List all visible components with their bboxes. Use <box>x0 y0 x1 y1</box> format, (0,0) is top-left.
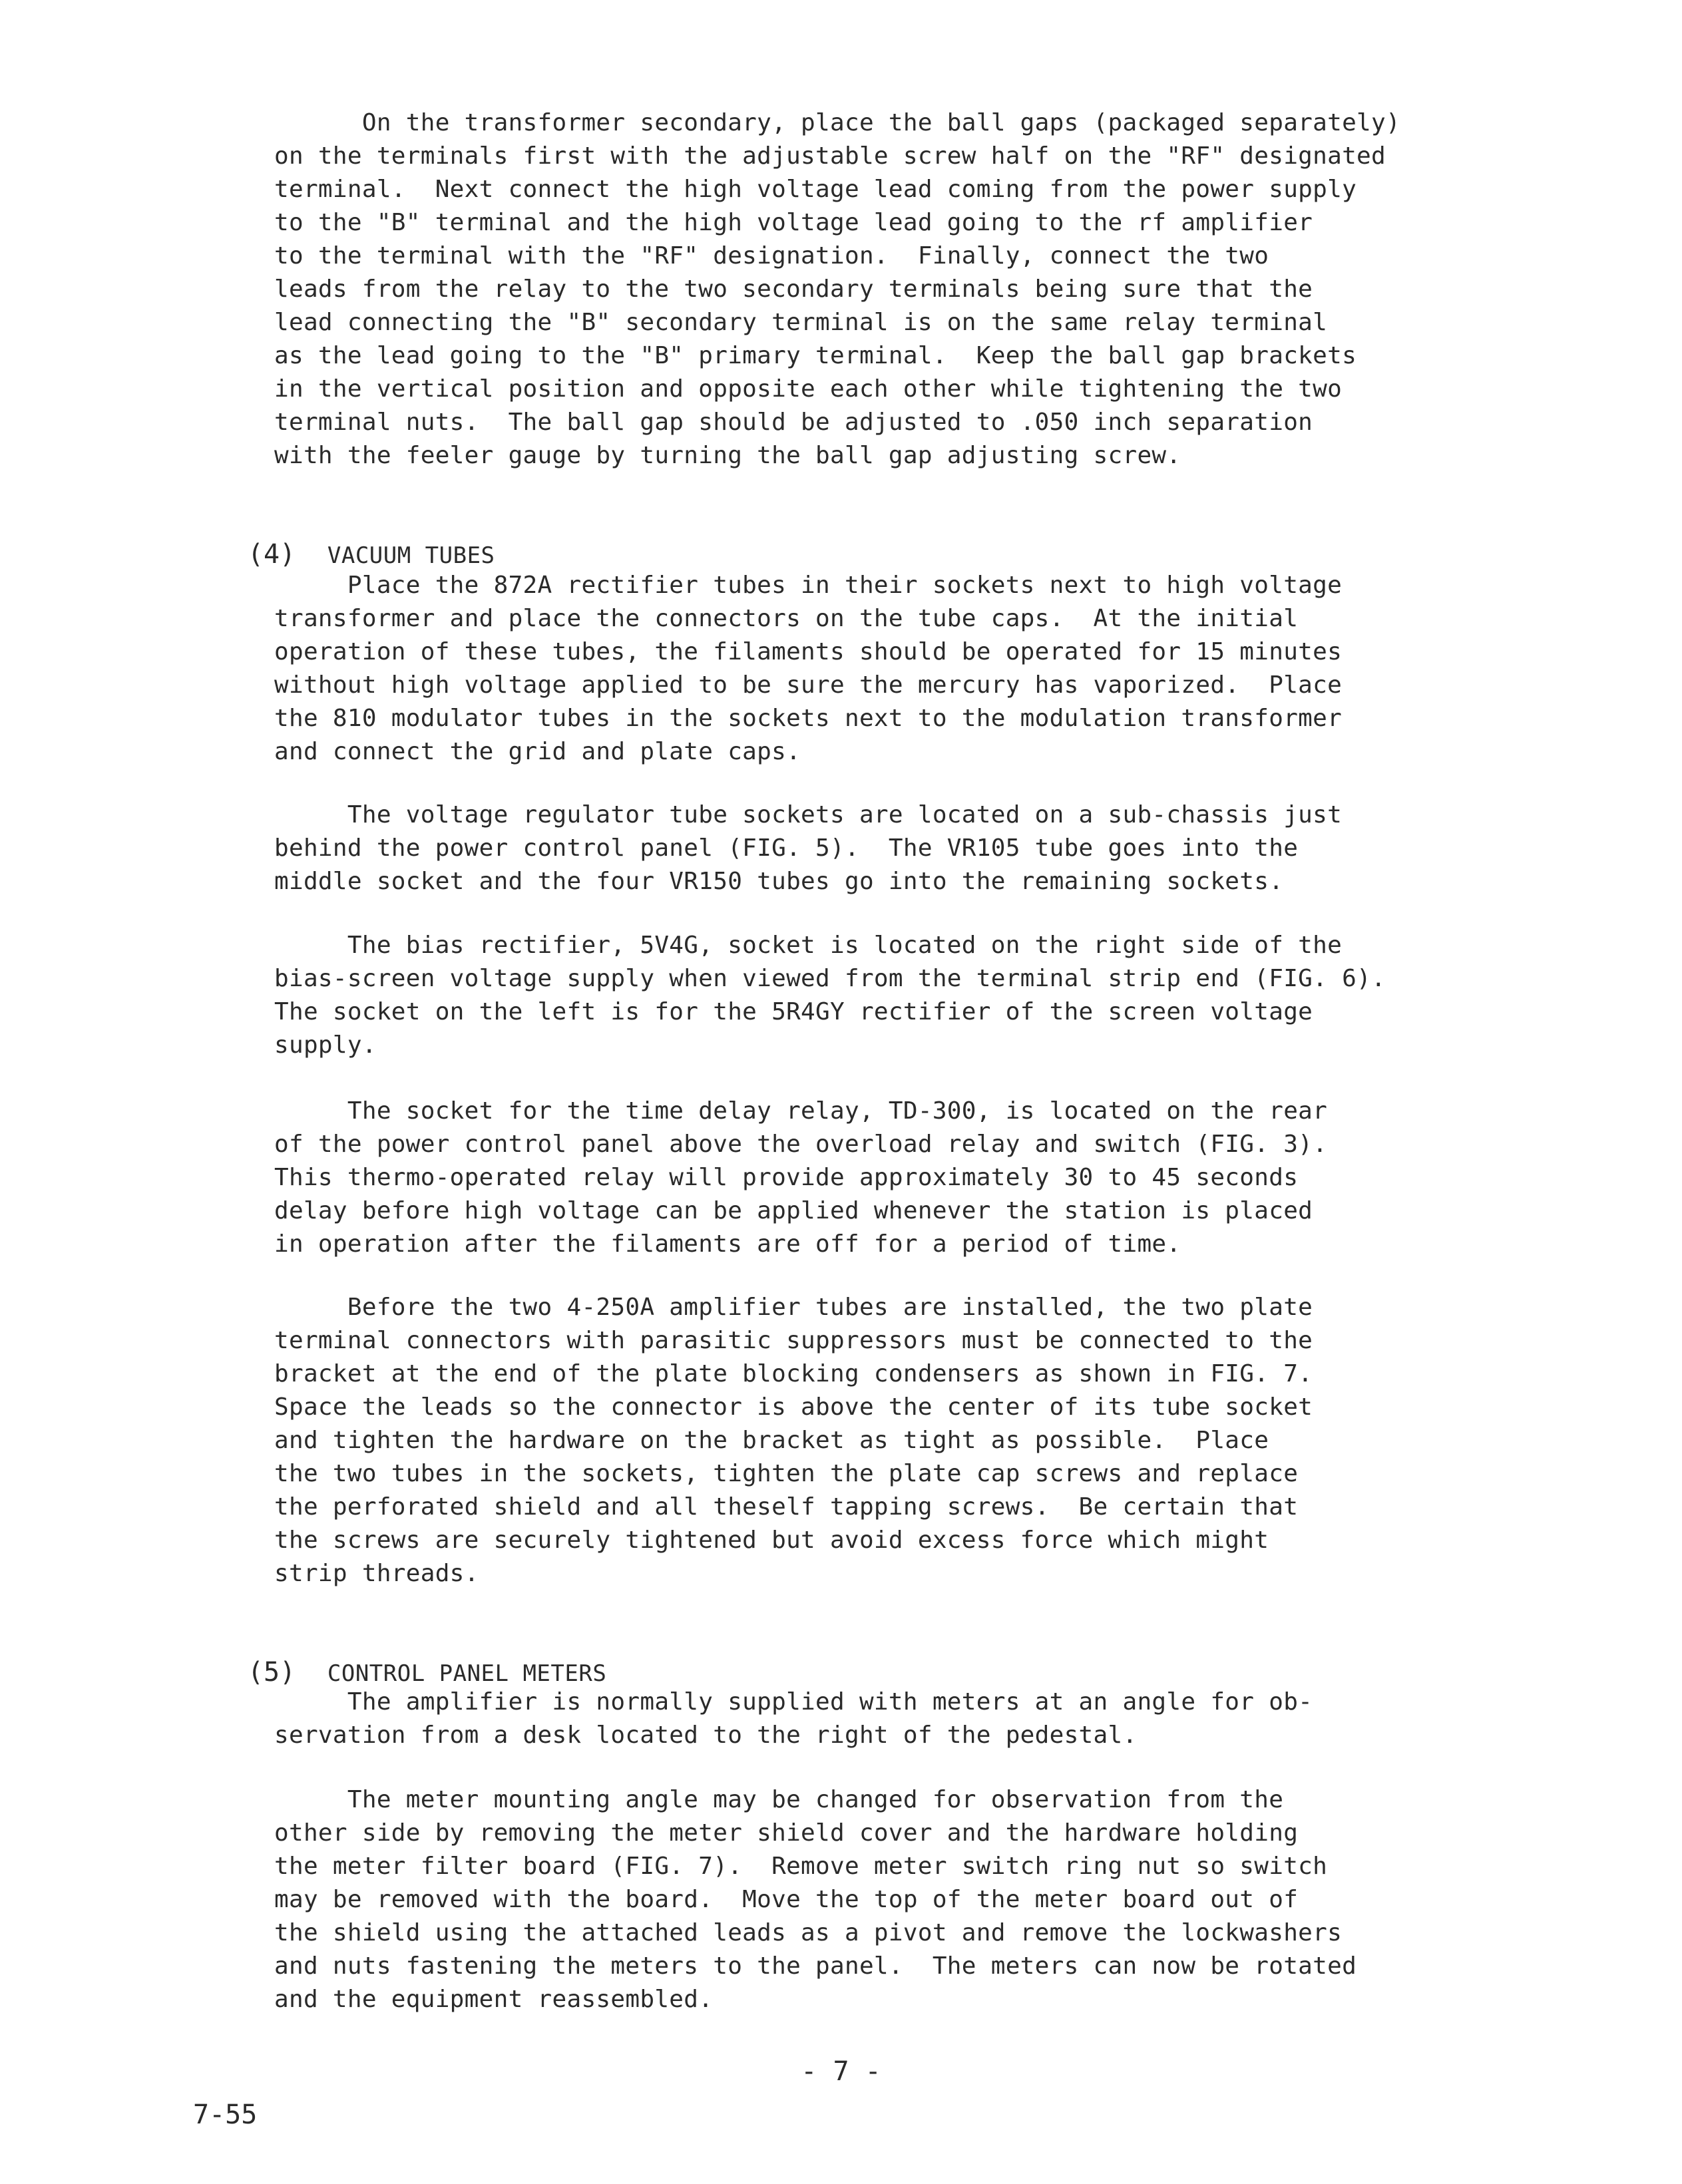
paragraph-ball-gaps: On the transformer secondary, place the ball gaps (packaged separately) on the terminals first with the adjustable screw half on the "RF" designated terminal. Next connect the high voltage lead coming from the power supply to the "B" terminal and the high voltage lead going to the rf amplifier to the terminal with the "RF" designation. Finally, connect the two leads from the relay to the two secondary terminals being sure that the lead connecting the "B" secondary terminal is on the same relay terminal as the lead going to the "B" primary terminal. Keep the ball gap brackets in the vertical position and opposite each other while tightening the two terminal nuts. The ball gap should be adjusted to .050 inch separation with the feeler gauge by turning the ball gap adjusting screw. <box>274 109 1400 469</box>
paragraph-voltage-regulator: The voltage regulator tube sockets are located on a sub-chassis just behind the power control panel (FIG. 5). The VR105 tube goes into the middle socket and the four VR150 tubes go into the remaining sockets. <box>274 801 1343 895</box>
page-number: - 7 - <box>801 2056 881 2087</box>
paragraph-amplifier-tubes: Before the two 4-250A amplifier tubes are installed, the two plate terminal connectors with parasitic suppressors must be connected to the bracket at the end of the plate blocking condensers as shown in FIG. 7. Space the leads so the connector is above the center of its tube socket and tighten the hardware on the bracket as tight as possible. Place the two tubes in the sockets, tighten the plate cap screws and replace the perforated shield and all theself tapping screws. Be certain that the screws are securely tightened but avoid excess force which might strip threads. <box>274 1294 1313 1587</box>
paragraph-bias-rectifier: The bias rectifier, 5V4G, socket is located on the right side of the bias-screen voltage supply when viewed from the terminal strip end (FIG. 6). The socket on the left is for the 5R4GY rectifier of the screen voltage supply. <box>274 932 1386 1059</box>
section-title: VACUUM TUBES <box>327 542 495 569</box>
document-date: 7-55 <box>193 2099 258 2130</box>
paragraph-time-delay-relay: The socket for the time delay relay, TD-300, is located on the rear of the power control panel above the overload relay and switch (FIG. 3). This thermo-operated relay will provide approximately 30 to 45 seconds delay before high voltage can be applied whenever the station is placed in operation after the filaments are off for a period of time. <box>274 1097 1328 1258</box>
section-number: (5) <box>247 1657 296 1688</box>
paragraph-meter-mounting: The meter mounting angle may be changed for observation from the other side by removing the meter shield cover and the hardware holding the meter filter board (FIG. 7). Remove meter switch ring nut so switch may be removed with the board. Move the top of the meter board out of the shield using the attached leads as a pivot and remove the lockwashers and nuts fastening the meters to the panel. The meters can now be rotated and the equipment reassembled. <box>274 1786 1357 2013</box>
paragraph-rectifier-tubes: Place the 872A rectifier tubes in their sockets next to high voltage transformer and place the connectors on the tube caps. At the initial operation of these tubes, the filaments should be operated for 15 minutes without high voltage applied to be sure the mercury has vaporized. Place the 810 modulator tubes in the sockets next to the modulation transformer and connect the grid and plate caps. <box>274 572 1343 765</box>
section-number: (4) <box>247 539 296 570</box>
paragraph-meters-angle: The amplifier is normally supplied with meters at an angle for ob- servation from a desk located to the right of the pedestal. <box>274 1688 1313 1749</box>
section-title: CONTROL PANEL METERS <box>327 1660 607 1687</box>
